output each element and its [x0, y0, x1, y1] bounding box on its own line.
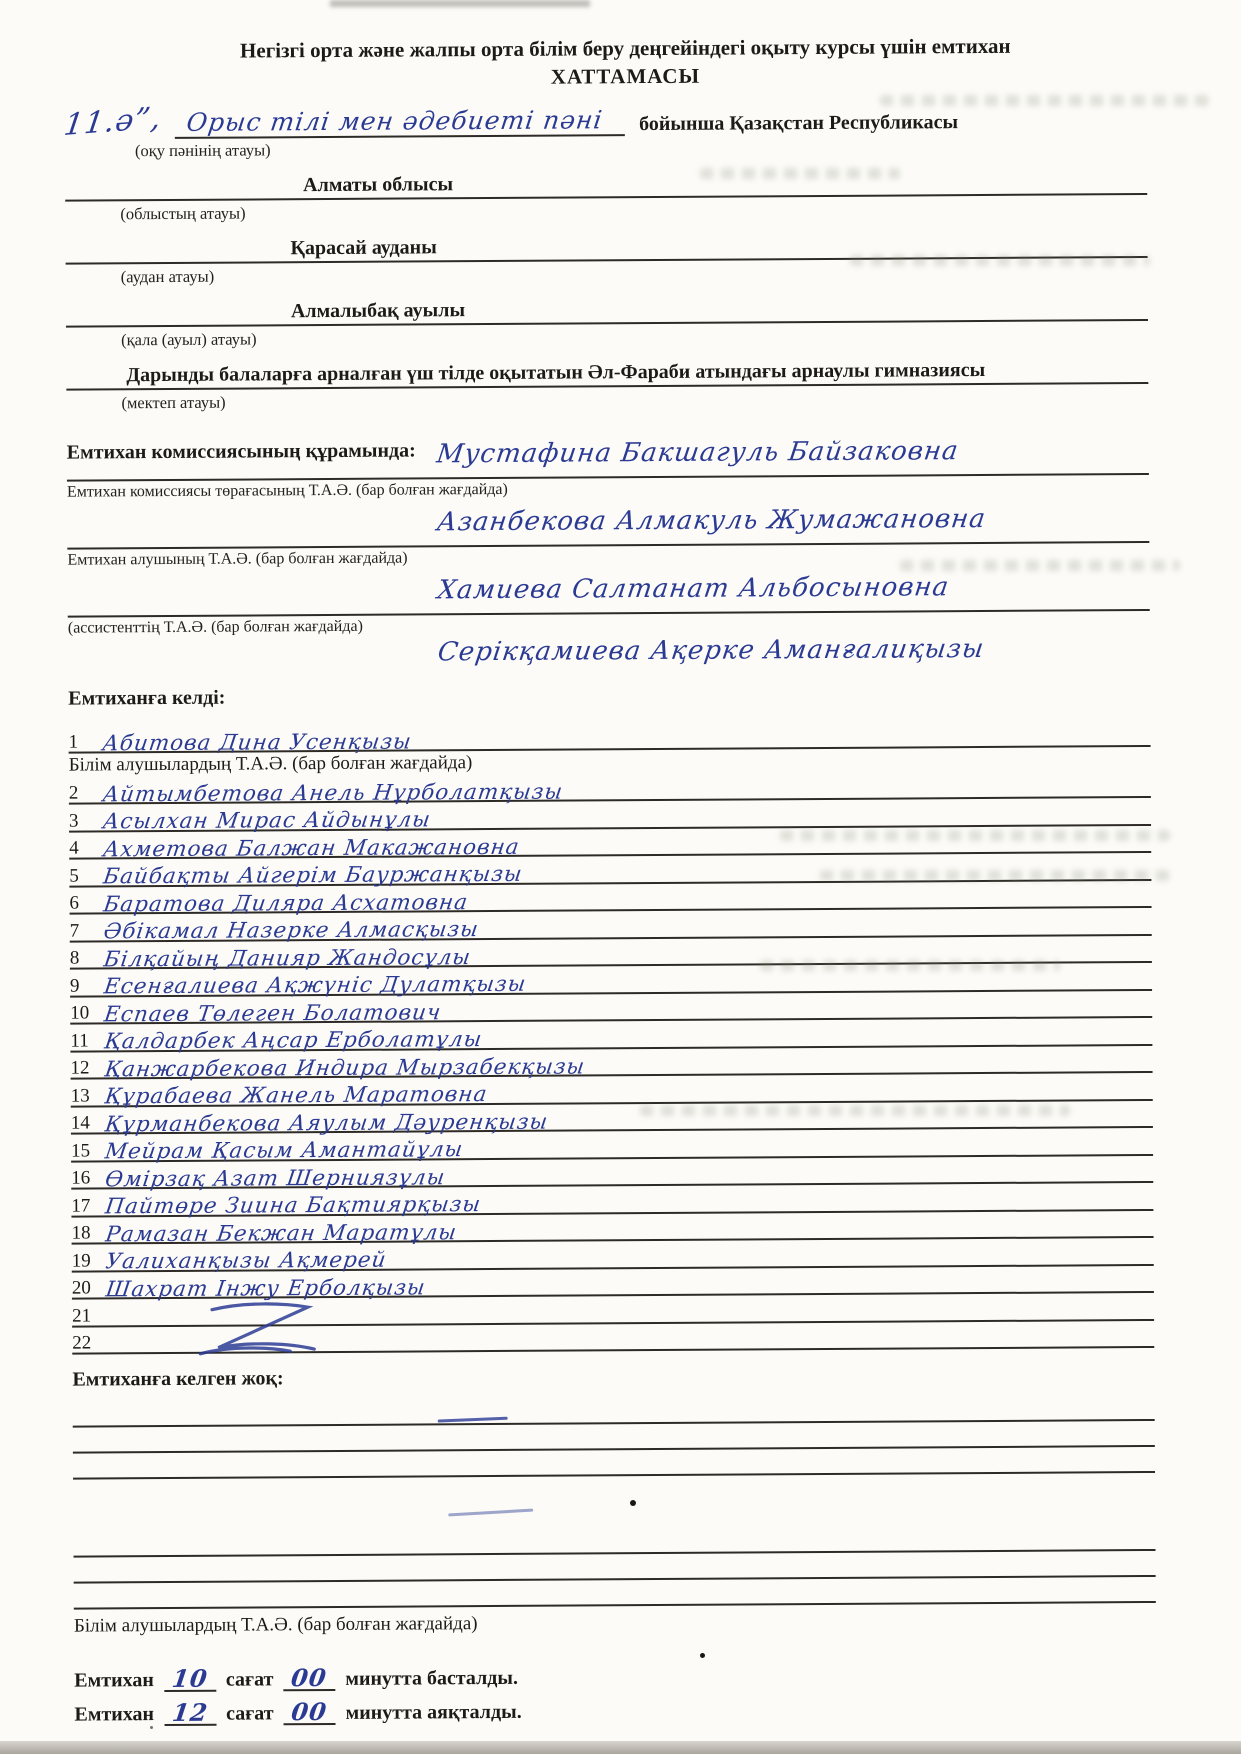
subject-suffix-text: бойынша Қазақстан Республикасы — [639, 110, 959, 135]
title-line1: Негізгі орта және жалпы орта білім беру деңгейіндегі оқыту курсы үшін емтихан — [239, 33, 1011, 63]
absent-heading: Емтиханға келген жоқ: — [72, 1367, 284, 1392]
row-number: 2 — [68, 783, 79, 805]
student-name-handwriting: Айтымбетова Анель Нұрболатқызы — [101, 779, 565, 808]
row-number: 11 — [70, 1030, 89, 1052]
row-number: 8 — [69, 948, 80, 970]
exam-start-row — [74, 1658, 1156, 1693]
commission-members — [67, 429, 1150, 670]
start-hour-handwriting: 10 — [170, 1664, 210, 1694]
row-number: 1 — [68, 731, 79, 753]
timing-section — [74, 1658, 1156, 1727]
student-name-handwriting: Шахрат Інжу Ерболқызы — [104, 1275, 428, 1303]
student-name-handwriting: Уалиханқызы Ақмерей — [104, 1248, 389, 1275]
location-field — [65, 169, 1147, 225]
location-field — [66, 358, 1148, 414]
member-name-handwriting: Азанбекова Алмакуль Жумажановна — [435, 503, 988, 538]
row-number: 15 — [70, 1140, 91, 1162]
field-label: (қала (ауыл) атауы) — [121, 329, 257, 349]
commission-heading: Емтихан комиссиясының құрамында: — [66, 439, 416, 464]
end-hour-field — [164, 1698, 216, 1726]
student-name-handwriting: Рамазан Бекжан Маратұлы — [103, 1220, 459, 1248]
member-name-handwriting: Серікқамиева Ақерке Аманғалиқызы — [435, 633, 987, 668]
field-value-text: Дарынды балаларға арналған үш тілде оқытатын Әл-Фараби атындағы арнаулы гимназиясы — [126, 358, 986, 386]
student-name-handwriting: Баратова Диляра Асхатовна — [101, 890, 470, 918]
absent-line — [74, 1577, 1156, 1610]
member-label: (ассистенттің Т.А.Ә. (бар болған жағдайда) — [67, 617, 363, 637]
member-name-line — [68, 633, 1150, 670]
student-name-handwriting: Қанжарбекова Индира Мырзабекқызы — [102, 1054, 587, 1083]
field-value — [66, 358, 1148, 391]
start-suffix: минутта басталды. — [345, 1667, 519, 1691]
row-number: 20 — [71, 1277, 91, 1300]
student-name-handwriting: Құрабаева Жанель Маратовна — [103, 1082, 490, 1110]
field-label: (мектеп атауы) — [121, 392, 226, 412]
subject-field-label: (оқу пәнінің атауы) — [134, 140, 271, 160]
attended-student-list — [68, 720, 1154, 1355]
member-name-line — [67, 497, 1149, 550]
attended-list-label: Білім алушылардың Т.А.Ә. (бар болған жағдайда) — [68, 752, 473, 776]
exam-word: Емтихан — [74, 1669, 154, 1692]
commission-member — [67, 497, 1149, 570]
ink-speck — [150, 1726, 153, 1729]
commission-section — [67, 429, 1150, 670]
field-value — [65, 169, 1147, 202]
hour-word: сағат — [225, 1668, 274, 1691]
field-label: (аудан атауы) — [120, 266, 215, 286]
student-name-handwriting: Әбікамал Назерке Алмасқызы — [102, 917, 481, 945]
member-name-handwriting: Хамиева Салтанат Альбосыновна — [435, 571, 952, 606]
student-name-handwriting: Байбақты Айгерім Бауржанқызы — [101, 862, 525, 890]
row-number: 13 — [70, 1085, 90, 1107]
student-name-handwriting: Ахметова Балжан Макажановна — [101, 834, 522, 863]
field-value — [66, 295, 1148, 328]
page-title — [104, 31, 1146, 94]
row-number: 22 — [72, 1332, 92, 1355]
location-field — [66, 295, 1148, 351]
attended-heading: Емтиханға келді: — [68, 686, 226, 710]
start-minute-handwriting: 00 — [289, 1663, 330, 1693]
end-hour-handwriting: 12 — [170, 1698, 210, 1728]
field-label: (облыстың атауы) — [120, 203, 246, 223]
spacer — [73, 1473, 1155, 1532]
end-minute-handwriting: 00 — [289, 1697, 330, 1727]
subject-name-handwriting: Орыс тілі мен әдебиеті пәні — [185, 104, 605, 137]
row-number: 9 — [69, 975, 80, 997]
commission-member — [68, 633, 1150, 670]
subject-field-line — [175, 105, 625, 139]
end-suffix: минутта аяқталды. — [345, 1701, 522, 1725]
field-value-text: Алмалыбақ ауылы — [290, 298, 466, 322]
end-minute-field — [283, 1697, 335, 1725]
field-value-text: Алматы облысы — [303, 172, 454, 196]
row-number: 14 — [70, 1112, 90, 1135]
student-name-handwriting: Есенғалиева Ақжүніс Дулатқызы — [102, 972, 528, 1000]
absent-dash-mark — [438, 1417, 508, 1423]
row-number: 10 — [70, 1002, 90, 1025]
row-number: 4 — [69, 838, 79, 860]
location-fields — [65, 169, 1148, 414]
row-number: 16 — [71, 1167, 91, 1190]
field-value — [65, 232, 1147, 265]
location-field — [65, 232, 1147, 288]
strike-z-mark — [190, 1297, 330, 1364]
subject-row — [61, 98, 1147, 143]
student-name-handwriting: Қалдарбек Аңсар Ерболатұлы — [102, 1027, 484, 1055]
absent-list-label: Білім алушылардың Т.А.Ә. (бар болған жағдайда) — [73, 1613, 478, 1638]
row-number: 17 — [71, 1195, 91, 1217]
exam-word: Емтихан — [74, 1703, 155, 1726]
member-label: Емтихан комиссиясы төрағасының Т.А.Ә. (бар болған жағдайда) — [66, 480, 508, 501]
scanner-edge-band — [0, 1741, 1241, 1754]
row-number: 6 — [69, 893, 80, 915]
class-note-handwriting: 11.ә”, — [61, 100, 165, 143]
row-number: 18 — [71, 1222, 91, 1245]
member-label: Емтихан алушының Т.А.Ә. (бар болған жағдайда) — [67, 549, 408, 569]
member-name-line — [67, 565, 1149, 618]
field-value-text: Қарасай ауданы — [290, 236, 437, 259]
student-name-handwriting: Асылхан Мирас Айдынұлы — [101, 807, 433, 835]
exam-end-row — [74, 1692, 1156, 1727]
student-name-handwriting: Құрманбекова Аяулым Дәуренқызы — [103, 1109, 550, 1138]
student-name-handwriting: Пайтөре Зиина Бақтиярқызы — [103, 1192, 483, 1220]
member-name-handwriting: Мустафина Бакшагуль Байзаковна — [434, 435, 961, 470]
title-line2: ХАТТАМАСЫ — [550, 64, 701, 89]
row-number: 7 — [69, 920, 80, 942]
student-name-handwriting: Білқайың Данияр Жандосұлы — [102, 945, 473, 973]
row-number: 5 — [69, 865, 79, 887]
hour-word: сағат — [225, 1702, 274, 1725]
row-number: 19 — [71, 1250, 91, 1272]
row-number: 12 — [70, 1057, 90, 1080]
student-name-handwriting: Абитова Дина Усенқызы — [100, 729, 414, 757]
start-minute-field — [283, 1663, 335, 1691]
student-name-handwriting: Еспаев Төлеген Болатович — [102, 1000, 443, 1028]
student-name-handwriting: Мейрам Қасым Амантайұлы — [103, 1137, 465, 1165]
commission-member — [67, 565, 1149, 638]
row-number: 3 — [68, 810, 79, 832]
student-name-handwriting: Өмірзақ Азат Шерниязұлы — [103, 1165, 447, 1193]
start-hour-field — [164, 1664, 216, 1692]
row-number: 21 — [71, 1305, 92, 1327]
